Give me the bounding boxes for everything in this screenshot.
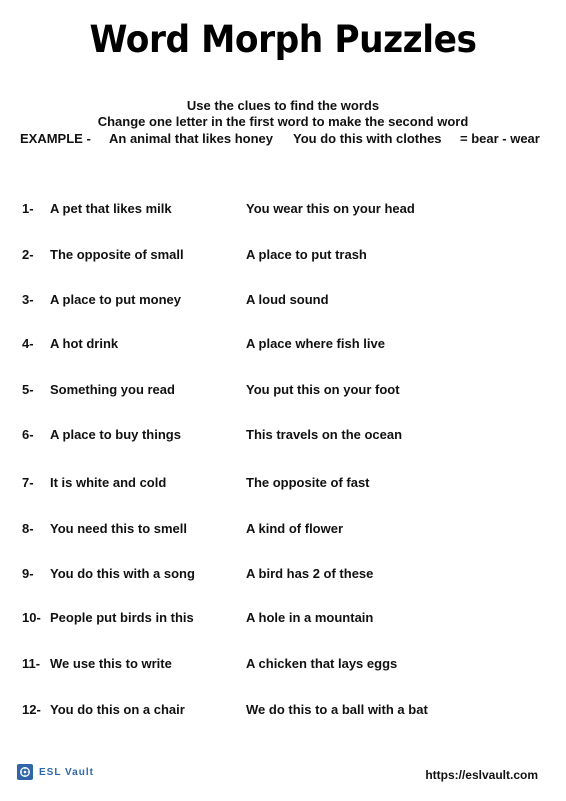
vault-icon <box>17 764 33 780</box>
row-number: 1- <box>22 201 34 216</box>
second-word-clue: You wear this on your head <box>246 201 415 216</box>
row-number: 11- <box>22 656 41 671</box>
second-word-clue: A hole in a mountain <box>246 610 374 625</box>
first-word-clue: A hot drink <box>50 336 119 351</box>
first-word-clue: Something you read <box>50 382 175 397</box>
puzzle-row <box>0 292 566 310</box>
example-clue-1: An animal that likes honey <box>109 131 273 146</box>
row-number: 8- <box>22 521 34 536</box>
puzzle-row <box>0 201 566 219</box>
puzzle-row <box>0 382 566 400</box>
puzzle-row <box>0 247 566 265</box>
row-number: 7- <box>22 475 34 490</box>
row-number: 6- <box>22 427 34 442</box>
second-word-clue: A kind of flower <box>246 521 344 536</box>
first-word-clue: A place to buy things <box>50 427 181 442</box>
first-word-clue: A place to put money <box>50 292 181 307</box>
second-word-clue: A place to put trash <box>246 247 367 262</box>
logo-text: ESL Vault <box>39 766 94 778</box>
second-word-clue: A bird has 2 of these <box>246 566 374 581</box>
example-answer: = bear - wear <box>460 131 540 146</box>
row-number: 12- <box>22 702 41 717</box>
second-word-clue: A loud sound <box>246 292 329 307</box>
row-number: 2- <box>22 247 34 262</box>
puzzle-row <box>0 610 566 628</box>
row-number: 5- <box>22 382 34 397</box>
puzzle-row <box>0 475 566 493</box>
esl-vault-logo[interactable] <box>17 764 94 780</box>
example-label: EXAMPLE - <box>20 131 91 146</box>
puzzle-row <box>0 566 566 584</box>
example-clue-2: You do this with clothes <box>293 131 442 146</box>
first-word-clue: People put birds in this <box>50 610 194 625</box>
first-word-clue: We use this to write <box>50 656 172 671</box>
puzzle-row <box>0 521 566 539</box>
second-word-clue: A chicken that lays eggs <box>246 656 398 671</box>
puzzle-row <box>0 427 566 445</box>
first-word-clue: It is white and cold <box>50 475 167 490</box>
puzzle-row <box>0 702 566 720</box>
instructions-line-2: Change one letter in the first word to make the second word <box>97 114 469 129</box>
second-word-clue: A place where fish live <box>246 336 385 351</box>
row-number: 4- <box>22 336 34 351</box>
first-word-clue: The opposite of small <box>50 247 184 262</box>
puzzle-row <box>0 336 566 354</box>
row-number: 3- <box>22 292 34 307</box>
footer-url-link[interactable]: https://eslvault.com <box>425 768 538 782</box>
puzzle-row <box>0 656 566 674</box>
first-word-clue: You do this with a song <box>50 566 195 581</box>
first-word-clue: You need this to smell <box>50 521 188 536</box>
second-word-clue: The opposite of fast <box>246 475 370 490</box>
second-word-clue: This travels on the ocean <box>246 427 403 442</box>
first-word-clue: A pet that likes milk <box>50 201 172 216</box>
first-word-clue: You do this on a chair <box>50 702 185 717</box>
instructions-line-1: Use the clues to find the words <box>186 98 380 113</box>
second-word-clue: We do this to a ball with a bat <box>246 702 428 717</box>
row-number: 9- <box>22 566 34 581</box>
row-number: 10- <box>22 610 41 625</box>
page-title: Word Morph Puzzles <box>89 18 477 61</box>
second-word-clue: You put this on your foot <box>246 382 400 397</box>
